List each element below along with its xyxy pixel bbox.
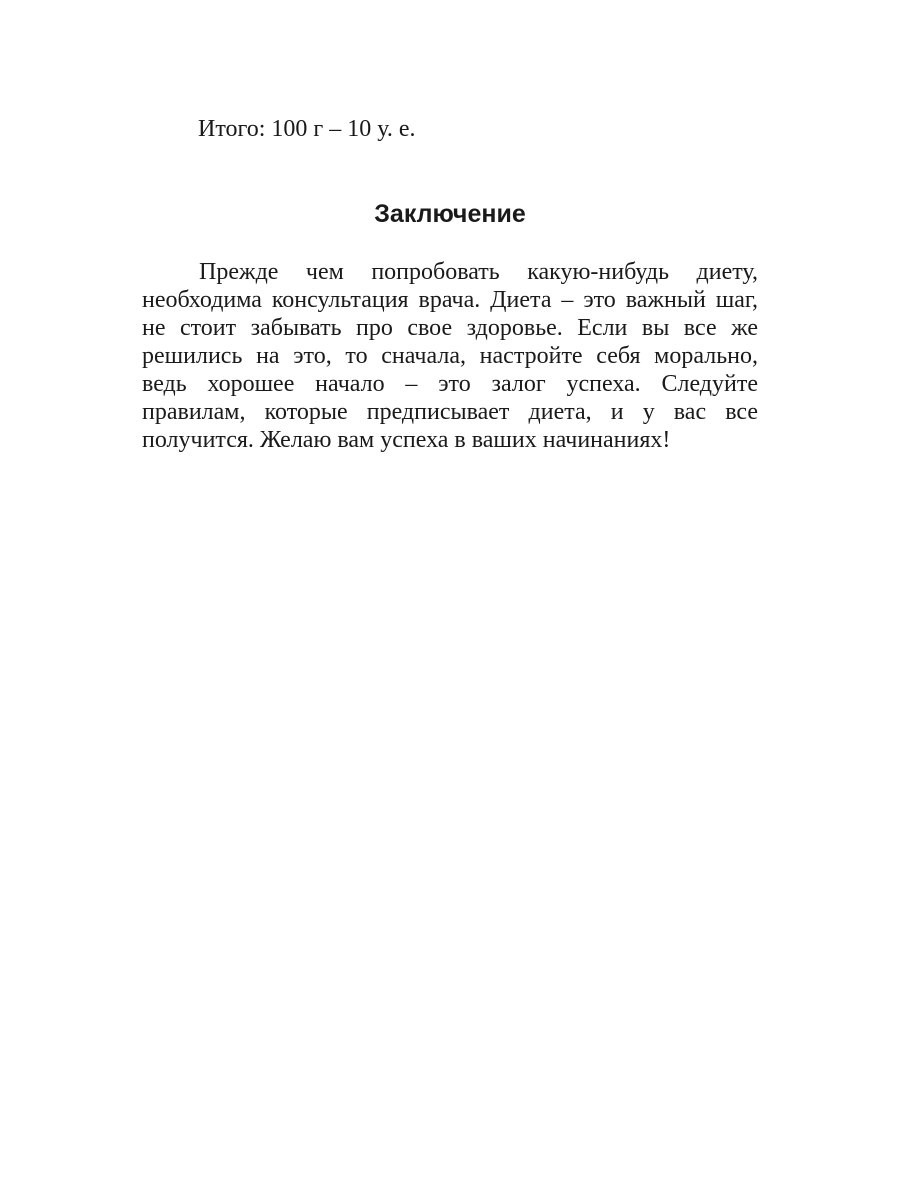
paragraph-line: Прежде чем попробовать какую-нибудь диету, (199, 259, 758, 285)
paragraph-line: получится. Желаю вам успеха в ваших начинаниях! (142, 427, 671, 453)
section-title: Заключение (374, 200, 526, 228)
paragraph-line: ведь хорошее начало – это залог успеха. Следуйте (142, 371, 758, 397)
conclusion-paragraph (142, 258, 758, 454)
paragraph-line: правилам, которые предписывает диета, и у вас все (142, 399, 758, 425)
total-line: Итого: 100 г – 10 у. е. (198, 116, 416, 142)
paragraph-line: решились на это, то сначала, настройте себя морально, (142, 343, 758, 369)
paragraph-line: необходима консультация врача. Диета – это важный шаг, (142, 287, 758, 313)
paragraph-line: не стоит забывать про свое здоровье. Если вы все же (142, 315, 758, 341)
